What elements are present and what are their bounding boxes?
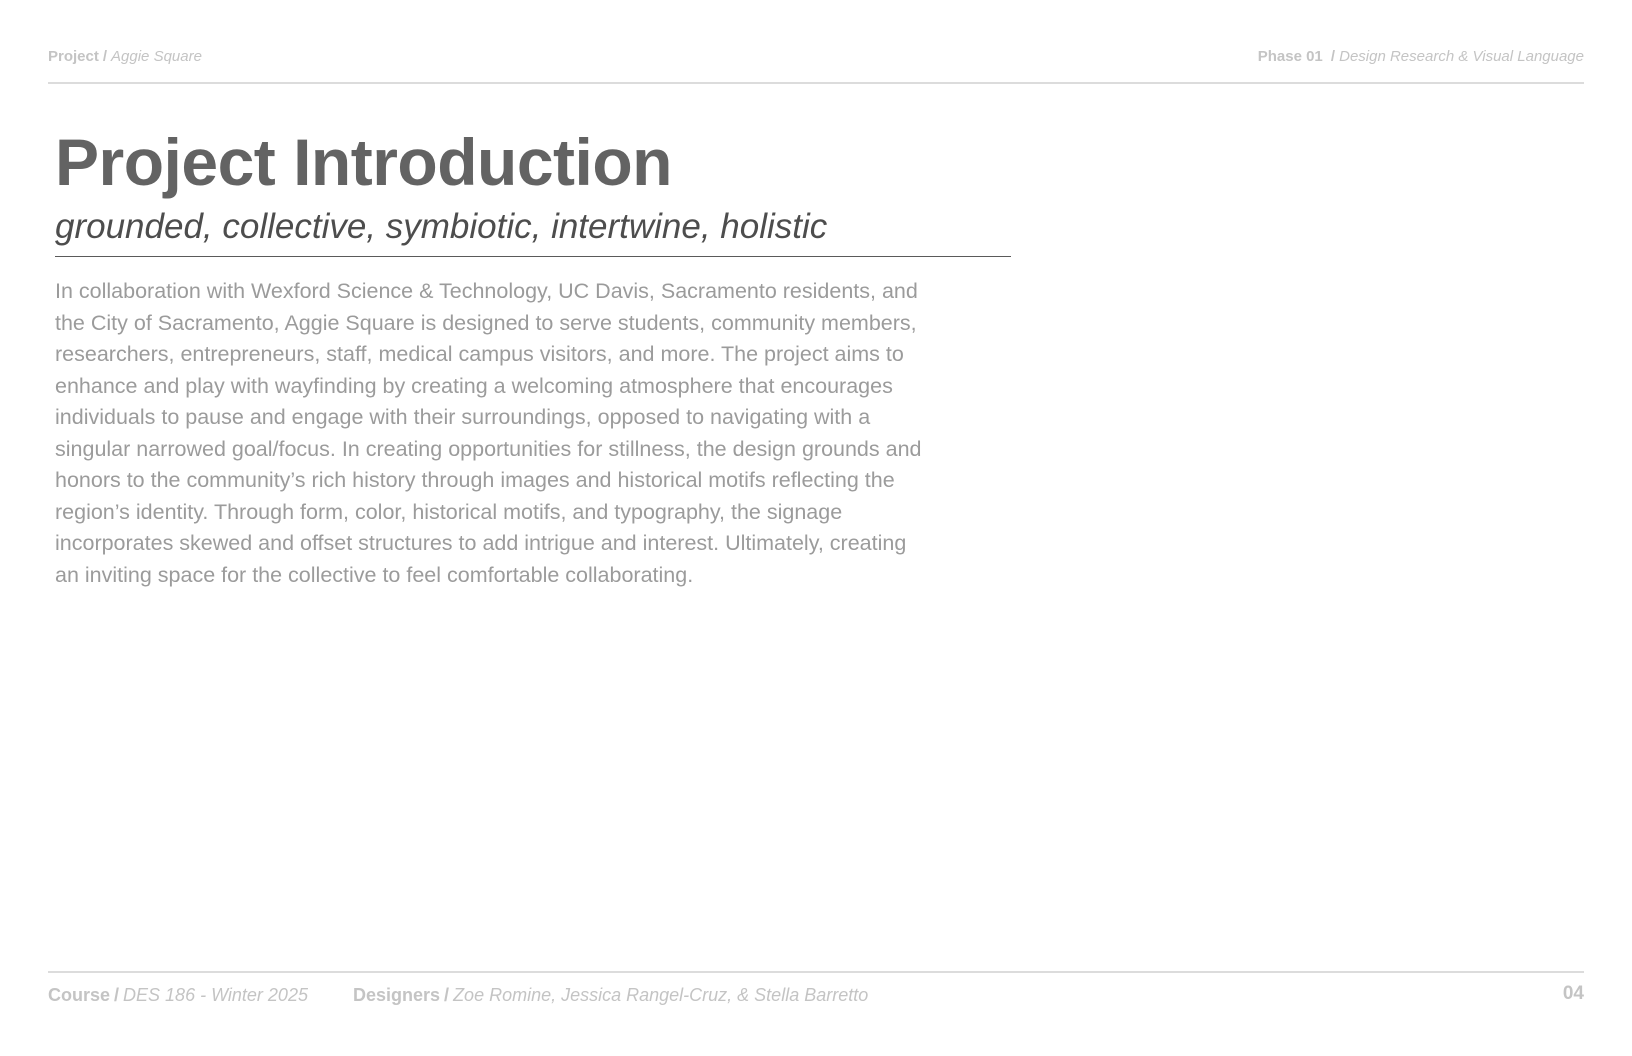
phase-breadcrumb: [1258, 48, 1584, 65]
course-name: DES 186 - Winter 2025: [123, 985, 308, 1005]
page-footer: [48, 971, 1584, 1013]
designers-info: [353, 985, 868, 1006]
page-number: 04: [1562, 983, 1584, 1004]
course-info: [48, 985, 308, 1006]
designers-names: Zoe Romine, Jessica Rangel-Cruz, & Stella Barretto: [453, 985, 869, 1005]
separator: /: [114, 985, 120, 1005]
page-subtitle: grounded, collective, symbiotic, intertwine, holistic: [55, 207, 828, 246]
project-label: Project: [48, 48, 99, 65]
separator: /: [444, 985, 450, 1005]
page-header: [48, 46, 1584, 84]
page-title: Project Introduction: [55, 125, 672, 199]
project-breadcrumb: [48, 48, 202, 65]
phase-name: Design Research & Visual Language: [1339, 48, 1584, 65]
phase-label: Phase 01: [1257, 48, 1323, 65]
title-divider: [55, 256, 1011, 257]
project-name: Aggie Square: [111, 48, 202, 65]
intro-paragraph: In collaboration with Wexford Science & Technology, UC Davis, Sacramento residents, and the City of Sacramento, Aggie Square is designed to serve students, community members, researchers, entrepreneurs, staff, medical campus visitors, and more. The project aims to enhance and play with wayfinding by creating a welcoming atmosphere that encourages individuals to pause and engage with their surroundings, opposed to navigating with a singular narrowed goal/focus. In creating opportunities for stillness, the design grounds and honors to the community’s rich history through images and historical motifs reflecting the region’s identity. Through form, color, historical motifs, and typography, the signage incorporates skewed and offset structures to add intrigue and interest. Ultimately, creating an inviting space for the collective to feel comfortable collaborating.: [55, 279, 922, 587]
designers-label: Designers: [353, 985, 441, 1005]
course-label: Course: [48, 985, 111, 1005]
separator: /: [1326, 48, 1336, 65]
separator: /: [102, 48, 108, 65]
